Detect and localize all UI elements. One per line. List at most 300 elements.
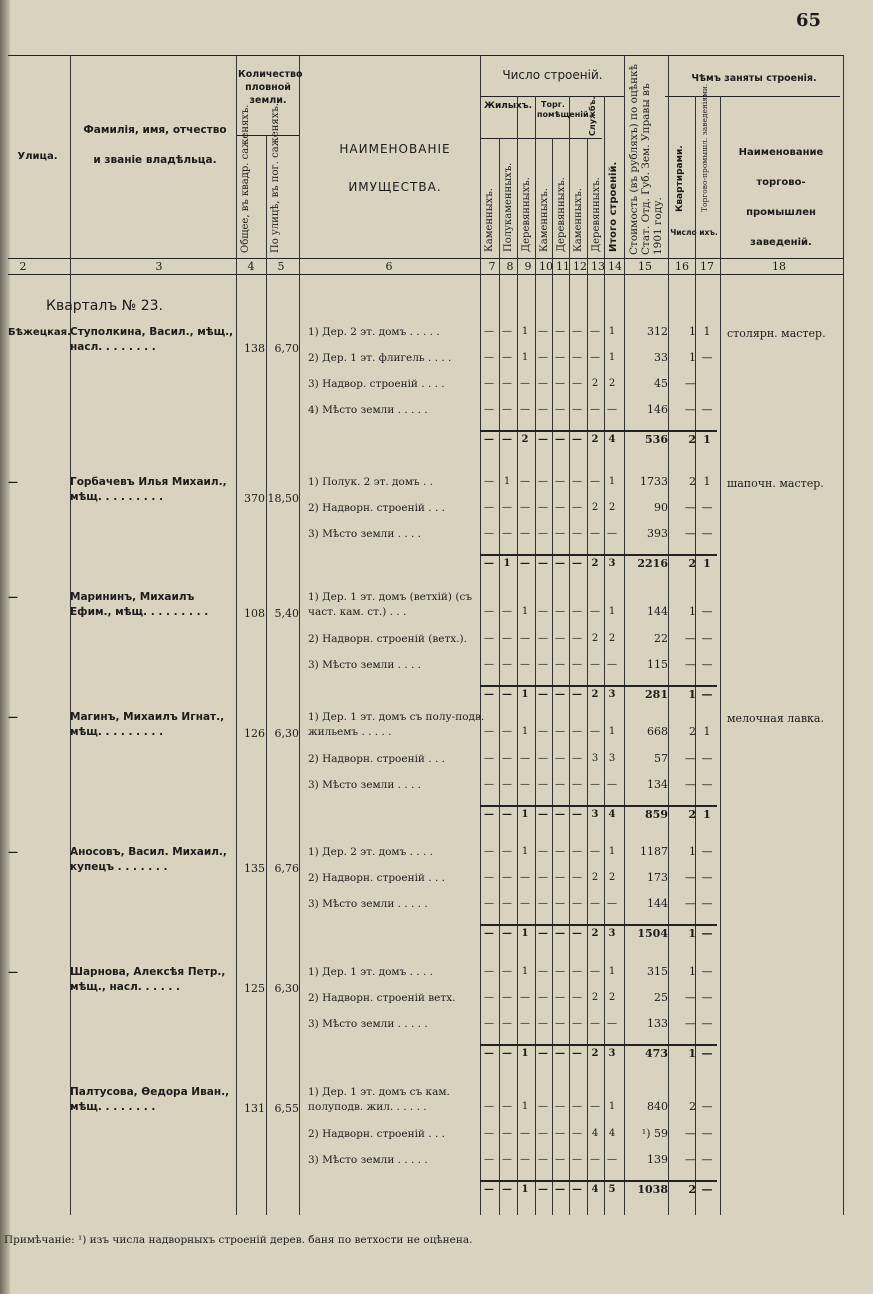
property-value: 173 (647, 871, 668, 884)
building-count: — (555, 992, 565, 1003)
building-count: — (590, 528, 600, 539)
header-sub-serv-wood: Деревянныхъ. (591, 177, 602, 252)
apartments-count: — (685, 752, 696, 765)
building-count: 1 (608, 476, 616, 487)
subtotal-count: — (572, 1048, 582, 1059)
subtotal-count: — (572, 558, 582, 569)
subtotal-count: — (572, 1184, 582, 1195)
subtotal-count: 2 (591, 928, 599, 939)
property-item: 2) Надворн. строеній (ветх.). (308, 633, 467, 645)
building-count: — (607, 898, 617, 909)
header-land-street: По улицѣ, въ пог. саженяхъ. (270, 103, 281, 253)
column-number: 17 (700, 260, 714, 273)
subtotal-count: 1 (521, 1184, 529, 1195)
column-number: 16 (675, 260, 689, 273)
building-count: — (572, 753, 582, 764)
subtotal-rule (480, 1044, 717, 1046)
apartments-count: — (685, 377, 696, 390)
building-count: — (572, 1128, 582, 1139)
property-item: 1) Дер. 2 эт. домъ . . . . (308, 846, 433, 858)
building-count: — (520, 1154, 530, 1165)
header-sub-halfstone: Полукаменныхъ. (503, 162, 514, 252)
subtotal-count: 3 (591, 809, 599, 820)
building-count: — (572, 872, 582, 883)
owner-name: Ступолкина, Васил., мѣщ., насл. . . . . . . . (70, 326, 234, 353)
building-count: — (590, 846, 600, 857)
building-count: — (502, 846, 512, 857)
building-count: — (590, 659, 600, 670)
header-estab-name: Наименование торгово-промышлен заведеній. (738, 147, 824, 248)
property-value: 22 (654, 632, 668, 645)
apartments-count: — (685, 403, 696, 416)
building-count: — (590, 966, 600, 977)
table-top-rule (8, 55, 843, 56)
property-item: 2) Надворн. строеній ветх. (308, 992, 456, 1004)
header-service: Службъ. (588, 96, 597, 136)
building-count: — (590, 1018, 600, 1029)
building-count: — (607, 1018, 617, 1029)
property-value: 144 (647, 605, 668, 618)
property-value: 115 (647, 658, 668, 671)
header-bottom-rule (8, 258, 843, 259)
land-area-street: 6,30 (274, 727, 299, 740)
subtotal-count: — (572, 809, 582, 820)
building-count: 1 (521, 606, 529, 617)
building-count: — (572, 378, 582, 389)
land-area-total: 131 (244, 1102, 265, 1115)
building-count: — (502, 404, 512, 415)
subtotal-establishments: — (701, 688, 713, 701)
subtotal-count: — (484, 928, 494, 939)
building-count: 4 (608, 1128, 616, 1139)
building-count: — (538, 476, 548, 487)
header-trade-est: Торгово-промышл. заведеніями. (700, 83, 709, 212)
establishments-count: — (701, 1017, 713, 1030)
building-count: — (538, 1018, 548, 1029)
building-count: — (555, 352, 565, 363)
building-count: — (572, 528, 582, 539)
building-count: — (520, 659, 530, 670)
building-count: — (538, 779, 548, 790)
property-item: 2) Надворн. строеній . . . (308, 502, 445, 514)
subtotal-count: 3 (608, 928, 616, 939)
quarter-title: Кварталъ № 23. (46, 298, 163, 314)
building-count: — (484, 404, 494, 415)
property-value: 45 (654, 377, 668, 390)
building-count: — (538, 1154, 548, 1165)
building-count: — (538, 378, 548, 389)
establishments-count: — (701, 403, 713, 416)
subtotal-value: 473 (645, 1047, 668, 1060)
column-rule (552, 138, 553, 1215)
book-spine (0, 0, 10, 1294)
subtotal-rule (480, 924, 717, 926)
property-value: 146 (647, 403, 668, 416)
establishments-count: — (701, 965, 713, 978)
header-trade: Торг. помѣщеній. (537, 100, 592, 119)
land-area-total: 108 (244, 607, 265, 620)
building-count: 3 (608, 753, 616, 764)
subtotal-count: — (520, 558, 530, 569)
subtotal-count: 2 (591, 434, 599, 445)
establishments-count: — (701, 658, 713, 671)
establishments-count: 1 (703, 725, 711, 738)
establishments-count: — (701, 1153, 713, 1166)
property-item: 1) Дер. 1 эт. домъ съ кам. полуподв. жил. . . . . . (308, 1086, 450, 1113)
header-owner: Фамилія, имя, отчество и званіе владѣльца. (83, 124, 227, 166)
subtotal-count: — (502, 928, 512, 939)
property-value: 139 (647, 1153, 668, 1166)
establishments-count: — (701, 351, 713, 364)
building-count: — (484, 966, 494, 977)
subtotal-count: — (572, 434, 582, 445)
building-count: — (538, 502, 548, 513)
header-apartments: Квартирами. (675, 145, 685, 212)
subtotal-count: — (572, 928, 582, 939)
colnum-rule (8, 274, 843, 275)
property-item: 2) Надворн. строеній . . . (308, 872, 445, 884)
subtotal-count: 2 (521, 434, 529, 445)
building-count: 1 (608, 606, 616, 617)
building-count: — (555, 378, 565, 389)
land-area-street: 6,70 (274, 342, 299, 355)
subtotal-value: 1504 (637, 927, 668, 940)
building-count: 2 (608, 633, 616, 644)
column-rule (266, 135, 267, 1215)
subtotal-count: — (555, 809, 565, 820)
column-number: 5 (277, 260, 285, 273)
subtotal-count: — (555, 689, 565, 700)
land-area-street: 6,30 (274, 982, 299, 995)
building-count: — (538, 992, 548, 1003)
building-count: — (607, 1154, 617, 1165)
subtotal-count: — (555, 558, 565, 569)
establishments-count: — (701, 1127, 713, 1140)
building-count: — (520, 476, 530, 487)
land-area-total: 138 (244, 342, 265, 355)
building-count: — (484, 846, 494, 857)
subtotal-count: — (538, 558, 548, 569)
building-count: — (502, 528, 512, 539)
building-count: — (607, 659, 617, 670)
building-count: — (520, 753, 530, 764)
footnote: Примѣчаніе: ¹) изъ числа надворныхъ строеній дерев. баня по ветхости не оцѣнена. (4, 1234, 473, 1246)
building-count: — (538, 606, 548, 617)
building-count: — (572, 1018, 582, 1029)
building-count: — (555, 606, 565, 617)
subtotal-count: — (538, 689, 548, 700)
occupied-subrule (665, 96, 840, 97)
building-count: 1 (521, 326, 529, 337)
building-count: — (484, 726, 494, 737)
street-cell: — (8, 477, 18, 488)
building-count: — (502, 633, 512, 644)
subtotal-count: 3 (608, 689, 616, 700)
property-item: 3) Надвор. строеній . . . . (308, 378, 445, 390)
land-area-street: 6,55 (274, 1102, 299, 1115)
building-count: — (555, 966, 565, 977)
header-property: НАИМЕНОВАНІЕ ИМУЩЕСТВА. (339, 142, 451, 194)
building-count: 4 (591, 1128, 599, 1139)
header-sub-wood: Деревянныхъ. (521, 177, 532, 252)
building-count: — (520, 528, 530, 539)
property-item: 3) Мѣсто земли . . . . . (308, 1018, 428, 1030)
subtotal-count: 1 (521, 809, 529, 820)
building-count: — (572, 726, 582, 737)
building-count: 1 (521, 966, 529, 977)
establishment-name: столярн. мастер. (727, 327, 826, 340)
subtotal-count: — (555, 928, 565, 939)
building-count: 1 (608, 846, 616, 857)
building-count: — (484, 992, 494, 1003)
apartments-count: — (685, 527, 696, 540)
property-value: 144 (647, 897, 668, 910)
property-value: 90 (654, 501, 668, 514)
subtotal-count: — (538, 1184, 548, 1195)
property-value: 1187 (640, 845, 668, 858)
subtotal-count: — (484, 434, 494, 445)
building-count: — (520, 502, 530, 513)
establishments-count: — (701, 632, 713, 645)
subtotal-establishments: 1 (703, 557, 711, 570)
subtotal-apartments: 1 (688, 927, 696, 940)
building-count: — (555, 1128, 565, 1139)
building-count: — (502, 992, 512, 1003)
column-rule (499, 138, 500, 1215)
building-count: — (607, 779, 617, 790)
building-count: — (502, 966, 512, 977)
subtotal-count: — (502, 434, 512, 445)
building-count: — (555, 1101, 565, 1112)
subtotal-count: 4 (591, 1184, 599, 1195)
subtotal-count: — (502, 1048, 512, 1059)
building-count: — (484, 476, 494, 487)
subtotal-establishments: 1 (703, 808, 711, 821)
building-count: — (520, 404, 530, 415)
building-count: — (572, 502, 582, 513)
land-area-total: 370 (244, 492, 265, 505)
building-count: 1 (521, 846, 529, 857)
building-count: — (538, 966, 548, 977)
owner-name: Марининъ, Михаилъ Ефим., мѣщ. . . . . . . . . (70, 591, 209, 618)
building-count: — (520, 992, 530, 1003)
header-sub-trade-wood: Деревянныхъ. (556, 177, 567, 252)
building-count: — (572, 404, 582, 415)
building-count: — (484, 528, 494, 539)
apartments-count: — (685, 658, 696, 671)
building-count: — (590, 326, 600, 337)
header-residential: Жилыхъ. (483, 101, 533, 111)
subtotal-count: — (484, 809, 494, 820)
building-count: 2 (608, 502, 616, 513)
owner-name: Магинъ, Михаилъ Игнат., мѣщ. . . . . . . . . (70, 711, 225, 738)
property-item: 3) Мѣсто земли . . . . (308, 528, 422, 540)
building-count: — (572, 659, 582, 670)
building-count: 1 (608, 326, 616, 337)
property-item: 1) Дер. 1 эт. домъ (ветхій) (съ част. кам. ст.) . . . (308, 591, 473, 618)
owner-name: Горбачевъ Илья Михаил., мѣщ. . . . . . . . . (70, 476, 227, 503)
establishment-name: шапочн. мастер. (727, 477, 824, 490)
apartments-count: — (685, 897, 696, 910)
building-count: — (607, 404, 617, 415)
apartments-count: 2 (689, 725, 696, 738)
subtotal-rule (480, 805, 717, 807)
building-count: — (555, 898, 565, 909)
column-number: 12 (573, 260, 587, 273)
building-count: — (538, 898, 548, 909)
column-number: 15 (638, 260, 652, 273)
property-value: 134 (647, 778, 668, 791)
property-item: 2) Дер. 1 эт. флигель . . . . (308, 352, 452, 364)
apartments-count: 1 (689, 351, 696, 364)
establishments-count: — (701, 845, 713, 858)
apartments-count: 2 (689, 475, 696, 488)
subtotal-value: 1038 (637, 1183, 668, 1196)
establishments-count: — (701, 871, 713, 884)
header-land-total: Общее, въ квадр. саженяхъ. (240, 104, 251, 253)
building-count: — (555, 528, 565, 539)
subtotal-establishments: — (701, 927, 713, 940)
property-value: 133 (647, 1017, 668, 1030)
subtotal-count: 5 (608, 1184, 616, 1195)
street-cell: — (8, 967, 18, 978)
property-value: 57 (654, 752, 668, 765)
building-count: 2 (591, 992, 599, 1003)
building-count: — (572, 966, 582, 977)
building-count: — (502, 378, 512, 389)
building-count: — (484, 779, 494, 790)
owner-name: Палтусова, Ѳедора Иван., мѣщ. . . . . . . . (70, 1086, 230, 1113)
building-count: — (572, 846, 582, 857)
subtotal-value: 536 (645, 433, 668, 446)
property-item: 3) Мѣсто земли . . . . . (308, 1154, 428, 1166)
property-item: 3) Мѣсто земли . . . . (308, 659, 422, 671)
subtotal-establishments: — (701, 1183, 713, 1196)
property-item: 4) Мѣсто земли . . . . . (308, 404, 428, 416)
building-count: — (502, 1101, 512, 1112)
building-count: — (502, 753, 512, 764)
building-count: — (502, 1128, 512, 1139)
subtotal-count: — (502, 809, 512, 820)
building-count: — (484, 753, 494, 764)
header-buildings: Число строеній. (502, 68, 603, 82)
building-count: — (555, 1018, 565, 1029)
header-sub-stone: Каменныхъ. (484, 188, 495, 252)
column-number: 4 (247, 260, 255, 273)
building-count: — (502, 1018, 512, 1029)
apartments-count: — (685, 632, 696, 645)
column-number: 3 (155, 260, 163, 273)
subtotal-count: — (555, 434, 565, 445)
subtotal-establishments: 1 (703, 433, 711, 446)
subtotal-count: — (502, 689, 512, 700)
building-count: 1 (608, 1101, 616, 1112)
column-rule (843, 55, 844, 1215)
building-count: — (555, 476, 565, 487)
building-count: — (484, 1101, 494, 1112)
building-count: 3 (591, 753, 599, 764)
subtotal-value: 281 (645, 688, 668, 701)
apartments-count: 1 (689, 605, 696, 618)
building-count: 2 (591, 378, 599, 389)
subtotal-apartments: 1 (688, 688, 696, 701)
establishments-count: — (701, 752, 713, 765)
building-count: — (484, 378, 494, 389)
subtotal-count: — (484, 689, 494, 700)
column-number: 13 (591, 260, 605, 273)
column-number: 9 (524, 260, 532, 273)
subtotal-count: — (484, 558, 494, 569)
apartments-count: — (685, 1127, 696, 1140)
header-total-buildings: Итого строеній. (608, 161, 619, 252)
building-count: — (572, 352, 582, 363)
building-count: — (607, 528, 617, 539)
building-count: — (572, 633, 582, 644)
column-rule (299, 55, 300, 1215)
subtotal-count: 4 (608, 809, 616, 820)
subtotal-rule (480, 685, 717, 687)
building-count: — (590, 606, 600, 617)
property-value: 393 (647, 527, 668, 540)
building-count: — (538, 1101, 548, 1112)
subtotal-apartments: 2 (688, 433, 696, 446)
building-count: — (555, 1154, 565, 1165)
building-count: — (572, 992, 582, 1003)
subtotal-rule (480, 430, 717, 432)
property-item: 3) Мѣсто земли . . . . . (308, 898, 428, 910)
column-rule (720, 96, 721, 1215)
establishments-count: — (701, 1100, 713, 1113)
building-count: — (538, 352, 548, 363)
column-number: 10 (539, 260, 553, 273)
property-value: 668 (647, 725, 668, 738)
subtotal-count: 2 (591, 689, 599, 700)
apartments-count: — (685, 991, 696, 1004)
building-count: — (572, 476, 582, 487)
land-area-street: 6,76 (274, 862, 299, 875)
apartments-count: — (685, 778, 696, 791)
header-sub-trade-stone: Каменныхъ. (539, 188, 550, 252)
building-count: — (538, 872, 548, 883)
land-area-total: 125 (244, 982, 265, 995)
building-count: 1 (608, 966, 616, 977)
building-count: 2 (591, 872, 599, 883)
owner-name: Аносовъ, Васил. Михаил., купецъ . . . . . . . (70, 846, 227, 873)
building-count: — (484, 633, 494, 644)
property-value: 315 (647, 965, 668, 978)
building-count: — (572, 1154, 582, 1165)
apartments-count: 1 (689, 845, 696, 858)
establishments-count: — (701, 527, 713, 540)
property-value: ¹) 59 (641, 1127, 668, 1140)
building-count: — (555, 659, 565, 670)
subtotal-apartments: 2 (688, 808, 696, 821)
header-street: Улица. (17, 151, 58, 162)
building-count: — (538, 846, 548, 857)
property-item: 1) Дер. 1 эт. домъ съ полу-подв. жильемъ . . . . . (308, 711, 485, 738)
building-count: — (555, 326, 565, 337)
building-count: 2 (591, 502, 599, 513)
building-count: — (555, 633, 565, 644)
property-value: 1733 (640, 475, 668, 488)
column-number: 8 (506, 260, 514, 273)
establishment-name: мелочная лавка. (727, 712, 824, 725)
building-count: — (502, 898, 512, 909)
building-count: — (502, 1154, 512, 1165)
building-count: — (484, 659, 494, 670)
building-count: — (484, 898, 494, 909)
building-count: — (484, 352, 494, 363)
